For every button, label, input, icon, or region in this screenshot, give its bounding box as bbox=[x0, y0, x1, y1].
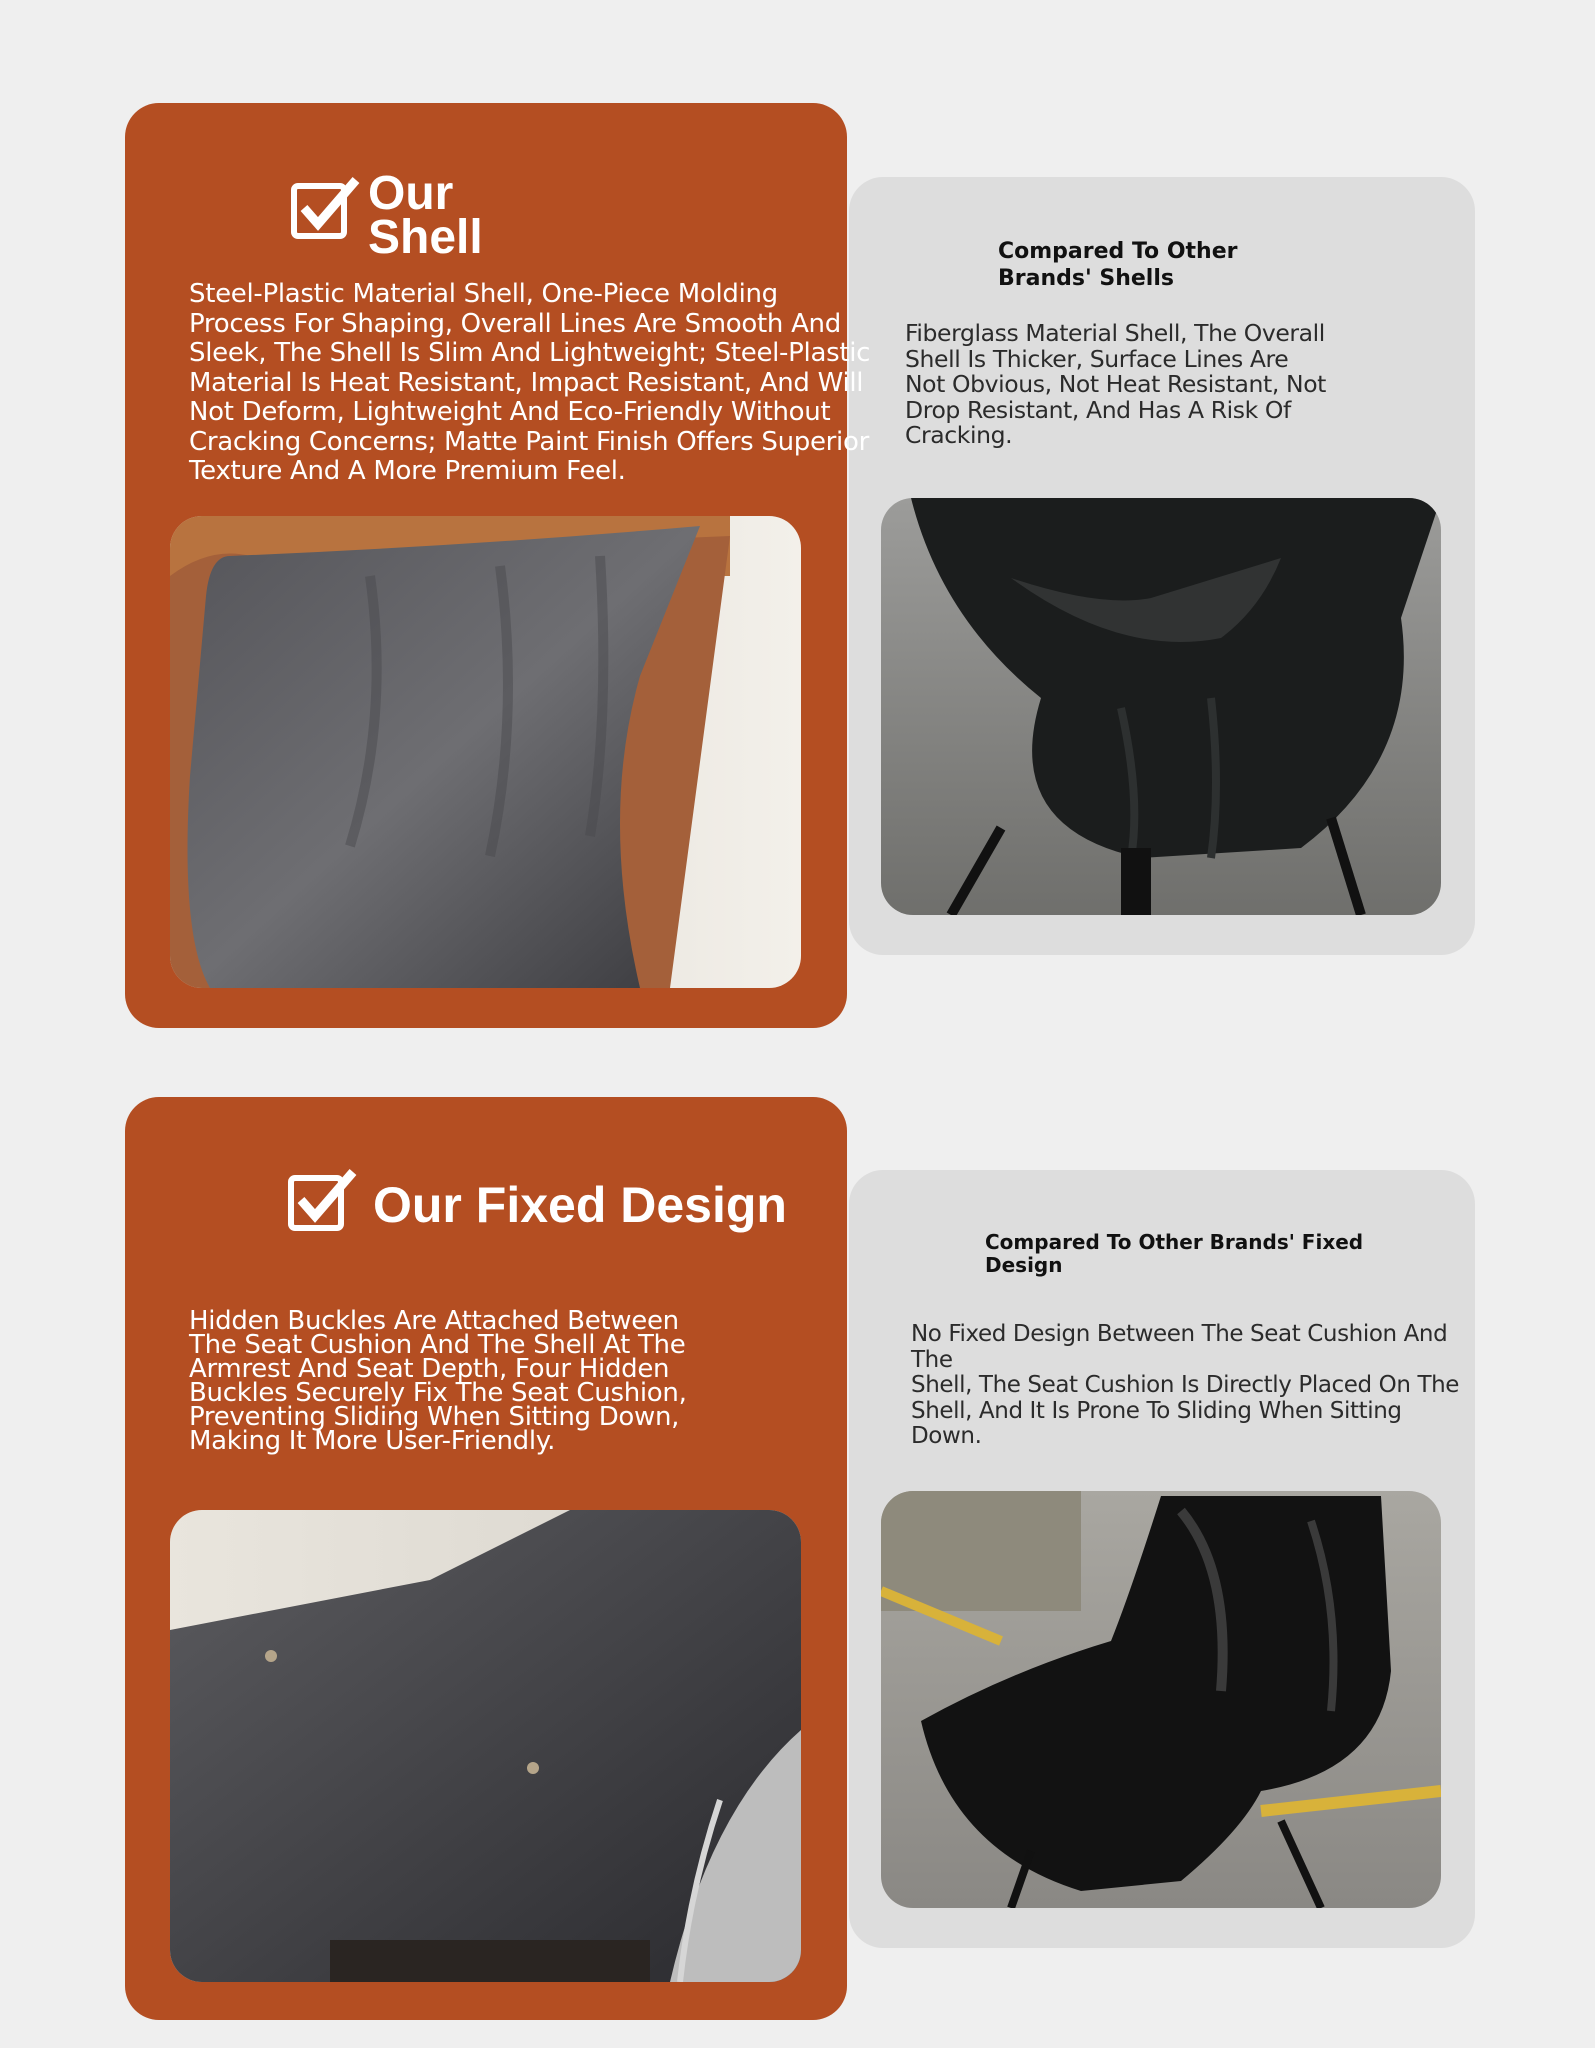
other-shells-description: Fiberglass Material Shell, The Overall Shell Is Thicker, Surface Lines Are Not Obvious, Not Heat Resistant, Not Drop Resistant, And Has A Risk Of Cracking. bbox=[905, 319, 1326, 449]
other-shells-title: Compared To Other Brands' Shells bbox=[998, 239, 1238, 291]
our-shell-title-line2: Shell bbox=[368, 211, 483, 264]
our-shell-title-line1: Our bbox=[368, 167, 454, 220]
our-fixed-design-title: Our Fixed Design bbox=[373, 1177, 787, 1233]
checkbox-checked-icon bbox=[290, 176, 362, 240]
checkbox-checked-icon bbox=[287, 1168, 359, 1232]
other-shell-photo bbox=[881, 498, 1441, 915]
other-fixed-design-title: Compared To Other Brands' Fixed Design bbox=[985, 1230, 1364, 1277]
other-fixed-design-description: No Fixed Design Between The Seat Cushion And The Shell, The Seat Cushion Is Directly Placed On The Shell, And It Is Prone To Sliding When Sitting Down. bbox=[911, 1321, 1460, 1449]
our-fixed-design-photo bbox=[170, 1510, 801, 1982]
our-shell-photo bbox=[170, 516, 801, 988]
other-fixed-design-photo bbox=[881, 1491, 1441, 1908]
our-fixed-design-description: Hidden Buckles Are Attached Between The Seat Cushion And The Shell At The Armrest And Seat Depth, Four Hidden Buckles Securely Fix The Seat Cushion, Preventing Sliding When Sitting Down, Making It More User-Friendly. bbox=[189, 1306, 687, 1456]
our-shell-description: Steel-Plastic Material Shell, One-Piece Molding Process For Shaping, Overall Lines Are Smooth And Sleek, The Shell Is Slim And Lightweight; Steel-Plastic Material Is Heat Resistant, Impact Resistant, And Will Not Deform, Lightweight And Eco-Friendly Without Cracking Concerns; Matte Paint Finish Offers Superior Texture And A More Premium Feel. bbox=[189, 279, 871, 486]
